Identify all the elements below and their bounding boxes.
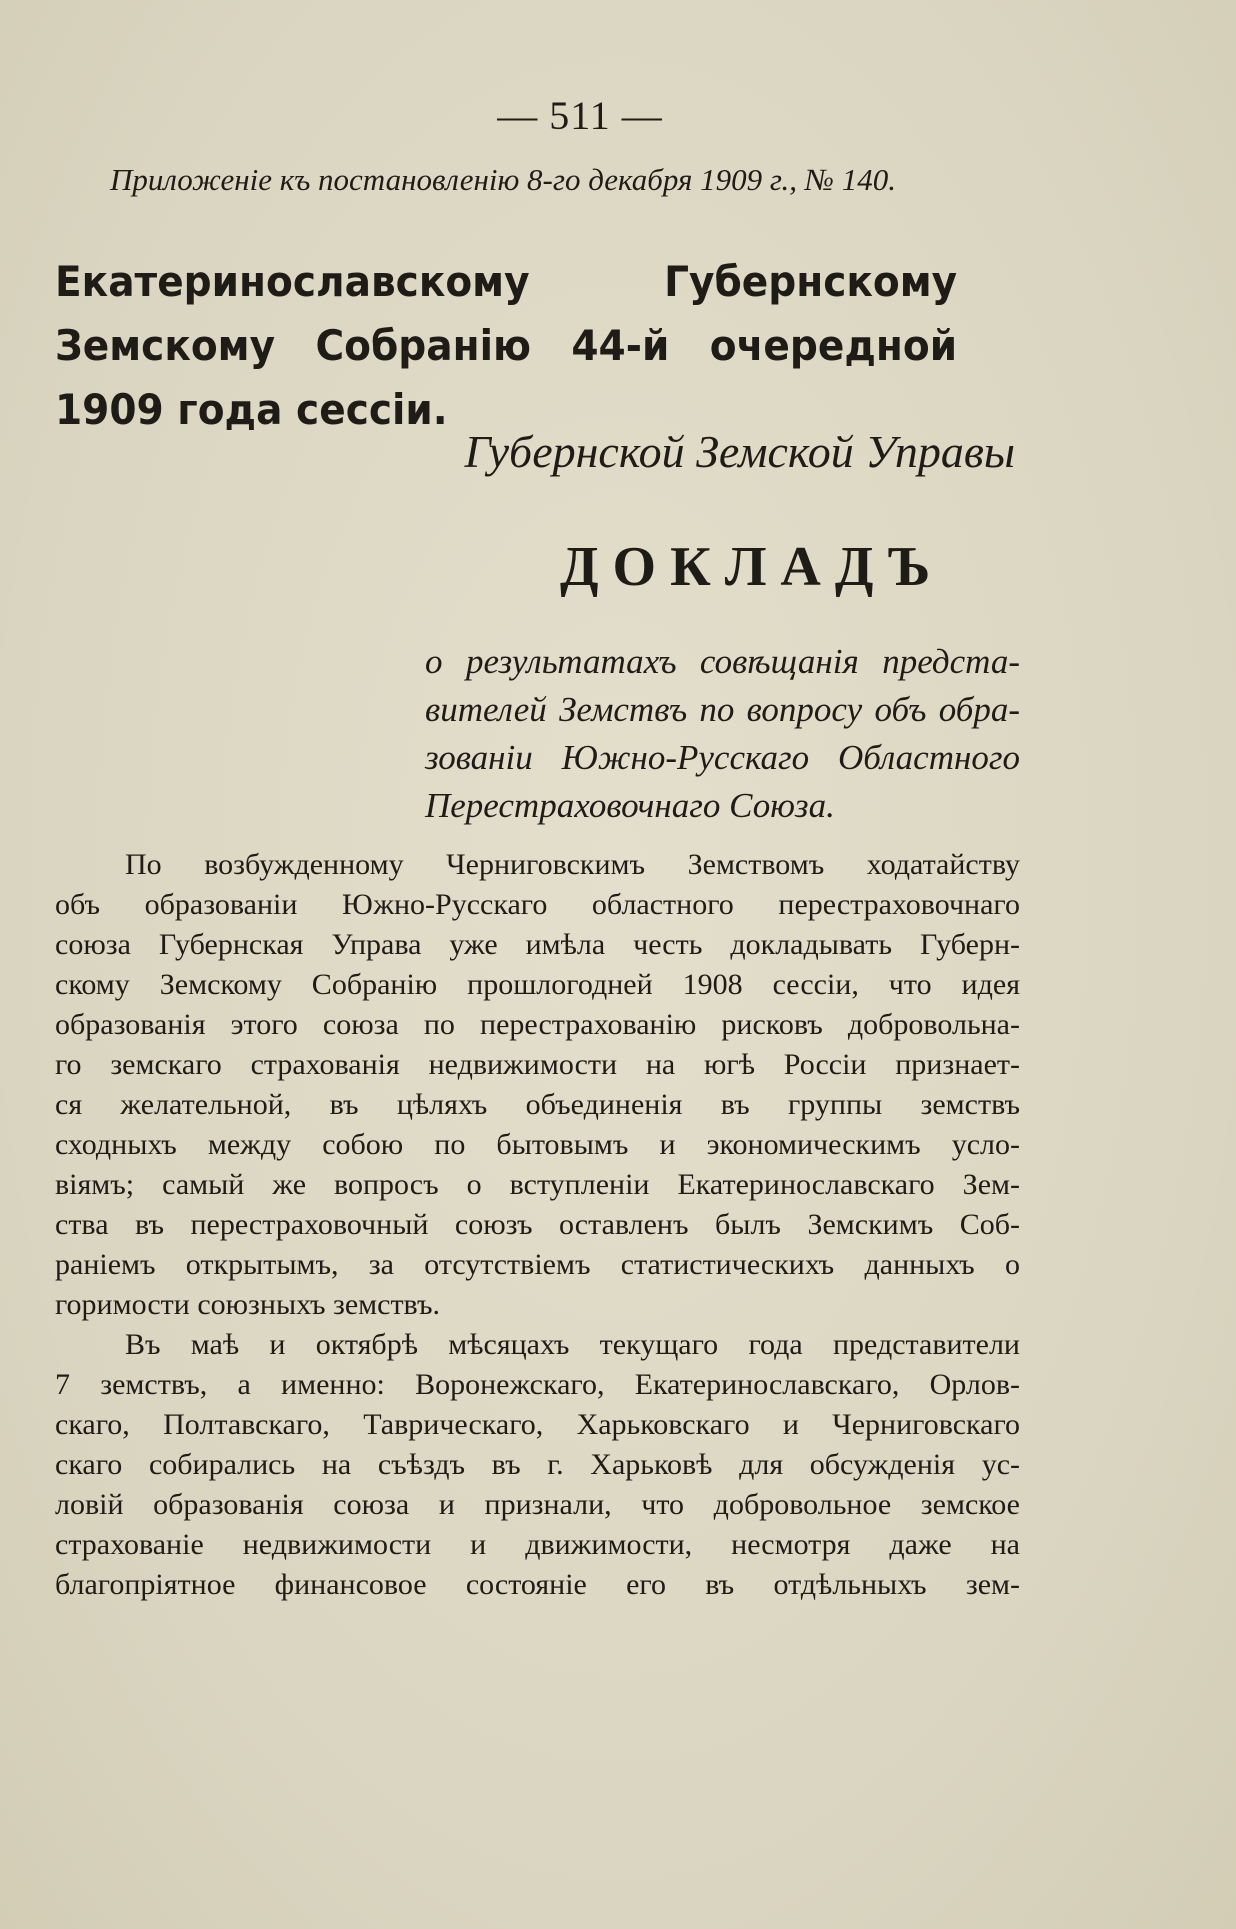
text-line: союза Губернская Управа уже имѣла честь докладывать Губерн- xyxy=(55,928,1020,961)
text-line: віямъ; самый же вопросъ о вступленіи Екатеринославскаго Зем- xyxy=(55,1168,1020,1201)
text-line: 7 земствъ, а именно: Воронежскаго, Екатеринославскаго, Орлов- xyxy=(55,1368,1020,1401)
text-line: раніемъ открытымъ, за отсутствіемъ статистическихъ данныхъ о xyxy=(55,1248,1020,1281)
subject-line: Перестраховочнаго Союза. xyxy=(425,786,835,825)
text-line: го земскаго страхованія недвижимости на югѣ Россіи признает- xyxy=(55,1048,1020,1081)
subject-line: о результатахъ совѣщанія предста- xyxy=(425,642,1020,681)
report-subject xyxy=(425,638,1020,830)
addressee-heading: Екатеринославскому Губернскому Земскому Собранію 44-й очередной 1909 года сессіи. xyxy=(55,257,958,434)
appendix-note: Приложеніе къ постановленію 8-го декабря 1909 г., № 140. xyxy=(110,162,897,197)
subject-line: вителей Земствъ по вопросу объ обра- xyxy=(425,690,1020,729)
text-line: скаго, Полтавскаго, Таврическаго, Харьковскаго и Черниговскаго xyxy=(55,1408,1020,1441)
document-title: ДОКЛАДЪ xyxy=(560,536,945,598)
text-line: благопріятное финансовое состояніе его въ отдѣльныхъ зем- xyxy=(55,1568,1020,1601)
paragraph-1 xyxy=(55,845,1020,1325)
text-line: ловій образованія союза и признали, что добровольное земское xyxy=(55,1488,1020,1521)
page-number: — 511 — xyxy=(497,93,663,138)
text-line: ся желательной, въ цѣляхъ объединенія въ группы земствъ xyxy=(55,1088,1020,1121)
text-line: ства въ перестраховочный союзъ оставленъ былъ Земскимъ Соб- xyxy=(55,1208,1020,1241)
text-line: объ образованіи Южно-Русскаго областного перестраховочнаго xyxy=(55,888,1020,921)
text-line: горимости союзныхъ земствъ. xyxy=(55,1288,440,1321)
text-line: страхованіе недвижимости и движимости, несмотря даже на xyxy=(55,1528,1020,1561)
text-line: Въ маѣ и октябрѣ мѣсяцахъ текущаго года представители xyxy=(125,1328,1020,1361)
text-line: образованія этого союза по перестрахованію рисковъ добровольна- xyxy=(55,1008,1020,1041)
text-line: скаго собирались на съѣздъ въ г. Харьковѣ для обсужденія ус- xyxy=(55,1448,1020,1481)
body-text xyxy=(55,845,1020,1605)
text-line: сходныхъ между собою по бытовымъ и экономическимъ усло- xyxy=(55,1128,1020,1161)
author-line: Губернской Земской Управы xyxy=(464,426,1015,477)
text-line: скому Земскому Собранію прошлогодней 1908 сессіи, что идея xyxy=(55,968,1020,1001)
paragraph-2 xyxy=(55,1325,1020,1605)
subject-line: зованіи Южно-Русскаго Областного xyxy=(425,738,1020,777)
text-line: По возбужденному Черниговскимъ Земствомъ ходатайству xyxy=(125,848,1020,881)
